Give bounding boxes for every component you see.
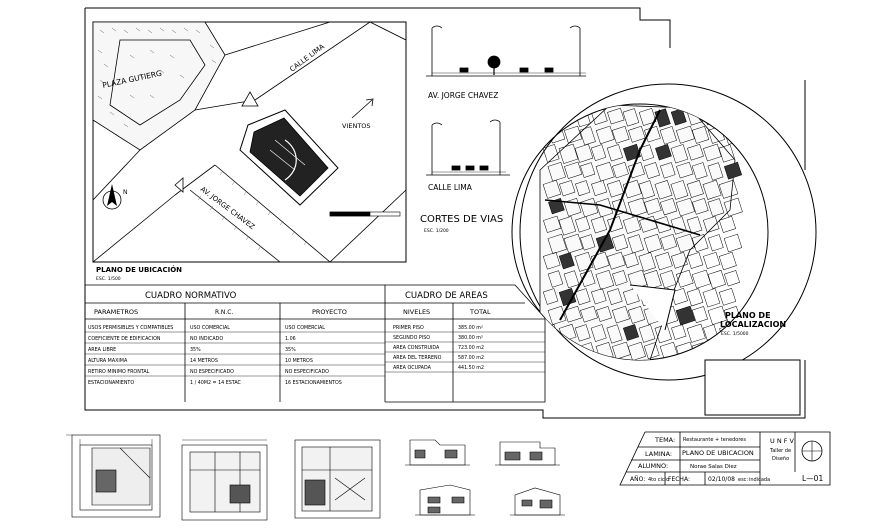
- sheet-number: L—01: [802, 474, 824, 483]
- plaza-label: PLAZA GUTIERG: [101, 68, 163, 90]
- taller-line2: Diseño: [772, 456, 790, 462]
- lamina-value: PLANO DE UBICACION: [682, 449, 754, 457]
- north-letter: N: [123, 189, 128, 196]
- areas-cell: 385.00 m²: [458, 326, 483, 331]
- areas-header-total: TOTAL: [470, 308, 491, 316]
- areas-cell: SEGUNDO PISO: [393, 336, 431, 341]
- taller-line1: Taller de: [770, 448, 792, 454]
- lamina-label: LAMINA:: [645, 450, 673, 458]
- section-lima-label: CALLE LIMA: [428, 183, 472, 192]
- graphic-scale-bar: [330, 212, 370, 216]
- street-marker-triangle: [242, 92, 258, 106]
- thumb-plan-1: [66, 435, 160, 517]
- normativo-cell: NO ESPECIFICADO: [285, 370, 329, 375]
- normativo-cell: ALTURA MAXIMA: [88, 359, 128, 364]
- street-lima-label: CALLE LIMA: [288, 42, 326, 74]
- cuadro-normativo-title: CUADRO NORMATIVO: [145, 291, 237, 301]
- street-chavez-edge-4: [190, 190, 280, 262]
- street-chavez-edge-2: [93, 195, 175, 262]
- normativo-cell: 35%: [285, 348, 296, 353]
- normativo-header-rnc: R.N.C.: [215, 309, 234, 316]
- alumno-value: Norae Salas Diez: [690, 464, 737, 470]
- areas-cell: AREA OCUPADA: [393, 366, 431, 371]
- areas-cell: AREA CONSTRUIDA: [393, 346, 440, 351]
- normativo-cell: 10 METROS: [285, 359, 313, 364]
- city-block: [543, 108, 560, 126]
- normativo-cell: USO COMERCIAL: [285, 326, 325, 331]
- escala-value: indicada: [749, 477, 771, 483]
- areas-cell: 723.00 m2: [458, 346, 485, 351]
- location-plan: [512, 84, 816, 415]
- thumb-plan-2: [182, 440, 267, 520]
- winds-arrow-icon: [352, 99, 373, 118]
- site-plan: [93, 22, 406, 282]
- street-lima-edge-2: [255, 22, 370, 100]
- sections-scale: ESC. 1/200: [424, 229, 449, 234]
- areas-cell: AREA DEL TERRENO: [393, 356, 442, 361]
- thumb-elevation-2: [495, 442, 560, 465]
- location-key-box: [705, 360, 800, 415]
- normativo-cell: 1 / 40M2 = 14 ESTAC: [190, 381, 241, 386]
- fecha-value: 02/10/08: [708, 476, 735, 483]
- ano-label: AÑO:: [630, 476, 646, 483]
- school-name: U N F V: [770, 437, 795, 445]
- normativo-table-body: [88, 325, 342, 386]
- cuadro-areas: [385, 285, 545, 402]
- areas-cell: 441.50 m2: [458, 366, 485, 371]
- normativo-cell: 16 ESTACIONAMIENTOS: [285, 381, 342, 386]
- normativo-cell: NO ESPECIFICADO: [190, 370, 234, 375]
- thumb-elevation-1: [405, 440, 470, 465]
- areas-cell: 587.00 m2: [458, 356, 485, 361]
- normativo-cell: ESTACIONAMIENTO: [88, 381, 135, 386]
- escala-label: esc:: [738, 477, 749, 483]
- site-plan-scale: ESC. 1/500: [96, 277, 121, 282]
- thumb-plan-3: [295, 440, 380, 518]
- street-chavez-label: AV. JORGE CHAVEZ: [198, 185, 257, 232]
- areas-cell: 380.00 m²: [458, 336, 483, 341]
- section-chavez-label: AV. JORGE CHAVEZ: [428, 91, 499, 100]
- thumbnail-drawings: [66, 435, 565, 520]
- section-chavez: [426, 26, 586, 76]
- location-title-line1: PLANO DE: [725, 311, 771, 320]
- thumb-elevation-4: [510, 488, 565, 515]
- sections-title: CORTES DE VIAS: [420, 214, 504, 225]
- normativo-cell: COEFICIENTE DE EDIFICACION: [88, 337, 161, 342]
- normativo-cell: USO COMERCIAL: [190, 326, 230, 331]
- location-title-line2: LOCALIZACION: [720, 320, 787, 329]
- normativo-cell: RETIRO MINIMO FRONTAL: [88, 370, 150, 375]
- normativo-cell: 1.06: [285, 337, 296, 342]
- city-block: [548, 343, 564, 360]
- site-plan-title: PLANO DE UBICACIÓN: [96, 266, 183, 274]
- fecha-label: FECHA:: [668, 476, 690, 483]
- north-arrow-icon: [103, 184, 128, 209]
- alumno-label: ALUMNO:: [638, 462, 669, 470]
- areas-cell: PRIMER PISO: [393, 326, 424, 331]
- thumb-elevation-3: [415, 485, 475, 515]
- normativo-header-parametros: PARAMETROS: [94, 308, 139, 316]
- location-scale: ESC. 1/5000: [721, 332, 749, 337]
- normativo-cell: 35%: [190, 348, 201, 353]
- normativo-cell: AREA LIBRE: [88, 348, 117, 353]
- areas-header-niveles: NIVELES: [403, 308, 431, 316]
- tema-value: Restaurante + tenedores: [683, 437, 746, 443]
- section-lima: [426, 120, 510, 175]
- normativo-cell: 14 METROS: [190, 359, 218, 364]
- normativo-header-proyecto: PROYECTO: [312, 308, 347, 316]
- cuadro-areas-title: CUADRO DE AREAS: [405, 291, 488, 301]
- winds-label: VIENTOS: [342, 122, 371, 130]
- normativo-cell: USOS PERMISIBLES Y COMPATIBLES: [88, 326, 174, 331]
- ano-value: 4to ciclo: [648, 477, 670, 483]
- normativo-cell: NO INDICADO: [190, 337, 224, 342]
- tema-label: TEMA:: [655, 436, 676, 444]
